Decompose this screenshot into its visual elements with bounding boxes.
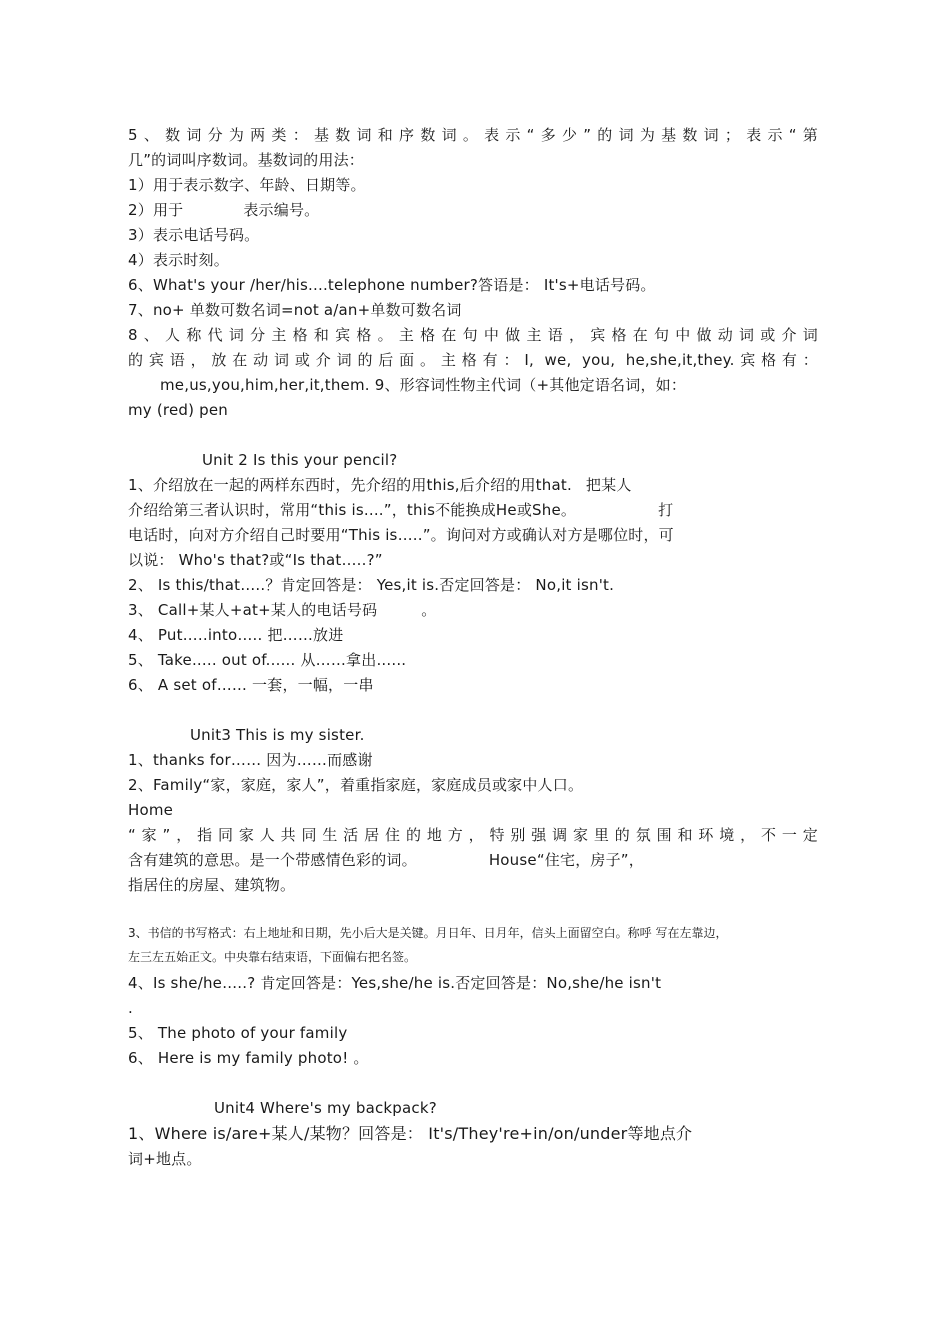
text-line: 几”的词叫序数词。基数词的用法： [128, 151, 364, 169]
text-line: 4、 Put…..into….. 把……放进 [128, 626, 344, 644]
unit-heading: Unit4 Where's my backpack? [214, 1099, 437, 1117]
text-line: 4、Is she/he…..? 肯定回答是：Yes,she/he is.否定回答是：No,she/he isn't [128, 974, 662, 992]
text-line: 7、no+ 单数可数名词=not a/an+单数可数名词 [128, 301, 462, 319]
text-fragment: 1、介绍放在一起的两样东西时，先介绍的用this,后介绍的用that. [128, 476, 572, 494]
text-line: 5、 The photo of your family [128, 1024, 348, 1042]
text-fragment: 介绍给第三者认识时，常用“this is....”，this不能换成He或She。 [128, 501, 577, 519]
text-line: 电话时，向对方介绍自己时要用“This is…..”。询问对方或确认对方是哪位时，可 [128, 526, 674, 544]
text-fragment: 3、 Call+某人+at+某人的电话号码 [128, 601, 378, 619]
text-line: 3）表示电话号码。 [128, 226, 260, 244]
text-line [128, 475, 818, 495]
text-line: “家”，指同家人共同生活居住的地方，特别强调家里的氛围和环境，不一定 [128, 826, 818, 844]
text-line: 左三左五始正文。中央靠右结束语，下面偏右把名签。 [128, 950, 417, 964]
text-line: 6、What's your /her/his....telephone number?答语是： It's+电话号码。 [128, 276, 656, 294]
text-line: 1）用于表示数字、年龄、日期等。 [128, 176, 366, 194]
text-fragment: 表示编号。 [243, 201, 320, 219]
text-fragment: 打 [658, 501, 674, 519]
text-line: 1、thanks for…… 因为……而感谢 [128, 751, 373, 769]
unit-heading: Unit 2 Is this your pencil? [202, 451, 398, 469]
text-line: 5、数词分为两类：基数词和序数词。表示“多少”的词为基数词；表示“第 [128, 126, 818, 144]
text-fragment: 。 [421, 601, 437, 619]
text-line: 4）表示时刻。 [128, 251, 229, 269]
text-line: 以说： Who's that?或“Is that…..?” [128, 551, 383, 569]
text-fragment: 含有建筑的意思。是一个带感情色彩的词。 [128, 851, 417, 869]
text-line [128, 500, 818, 520]
text-line: Home [128, 801, 174, 819]
text-line: 6、 A set of…… 一套，一幅，一串 [128, 676, 374, 694]
text-fragment: 2）用于 [128, 201, 184, 219]
text-line: 8、人称代词分主格和宾格。主格在句中做主语，宾格在句中做动词或介词 [128, 326, 818, 344]
text-line: 6、 Here is my family photo! 。 [128, 1049, 369, 1067]
text-line: my (red) pen [128, 401, 228, 419]
text-line: . [128, 999, 133, 1017]
text-line: 词+地点。 [128, 1150, 202, 1168]
unit-heading: Unit3 This is my sister. [190, 726, 365, 744]
text-fragment: 把某人 [585, 476, 632, 494]
text-line: 2、 Is this/that…..？肯定回答是： Yes,it is.否定回答是： No,it isn't. [128, 576, 615, 594]
text-line: 2、Family“家，家庭，家人”，着重指家庭，家庭成员或家中人口。 [128, 776, 584, 794]
text-line [128, 200, 818, 220]
text-line: 的宾语，放在动词或介词的后面。主格有：I, we, you, he,she,it,they.宾格有： [128, 351, 818, 369]
text-line [128, 600, 818, 620]
text-fragment: House“住宅，房子”， [488, 851, 644, 869]
text-line: 1、Where is/are+某人/某物？回答是： It's/They're+in/on/under等地点介 [128, 1124, 693, 1143]
text-line: 指居住的房屋、建筑物。 [128, 876, 296, 894]
text-line: 5、 Take..... out of...... 从……拿出...... [128, 651, 407, 669]
text-line [128, 850, 818, 870]
text-line: me,us,you,him,her,it,them. 9、形容词性物主代词（+其他定语名词，如： [160, 376, 687, 394]
text-line: 3、书信的书写格式：右上地址和日期，先小后大是关键。月日年、日月年，信头上面留空白。称呼 写在左靠边， [128, 926, 728, 940]
